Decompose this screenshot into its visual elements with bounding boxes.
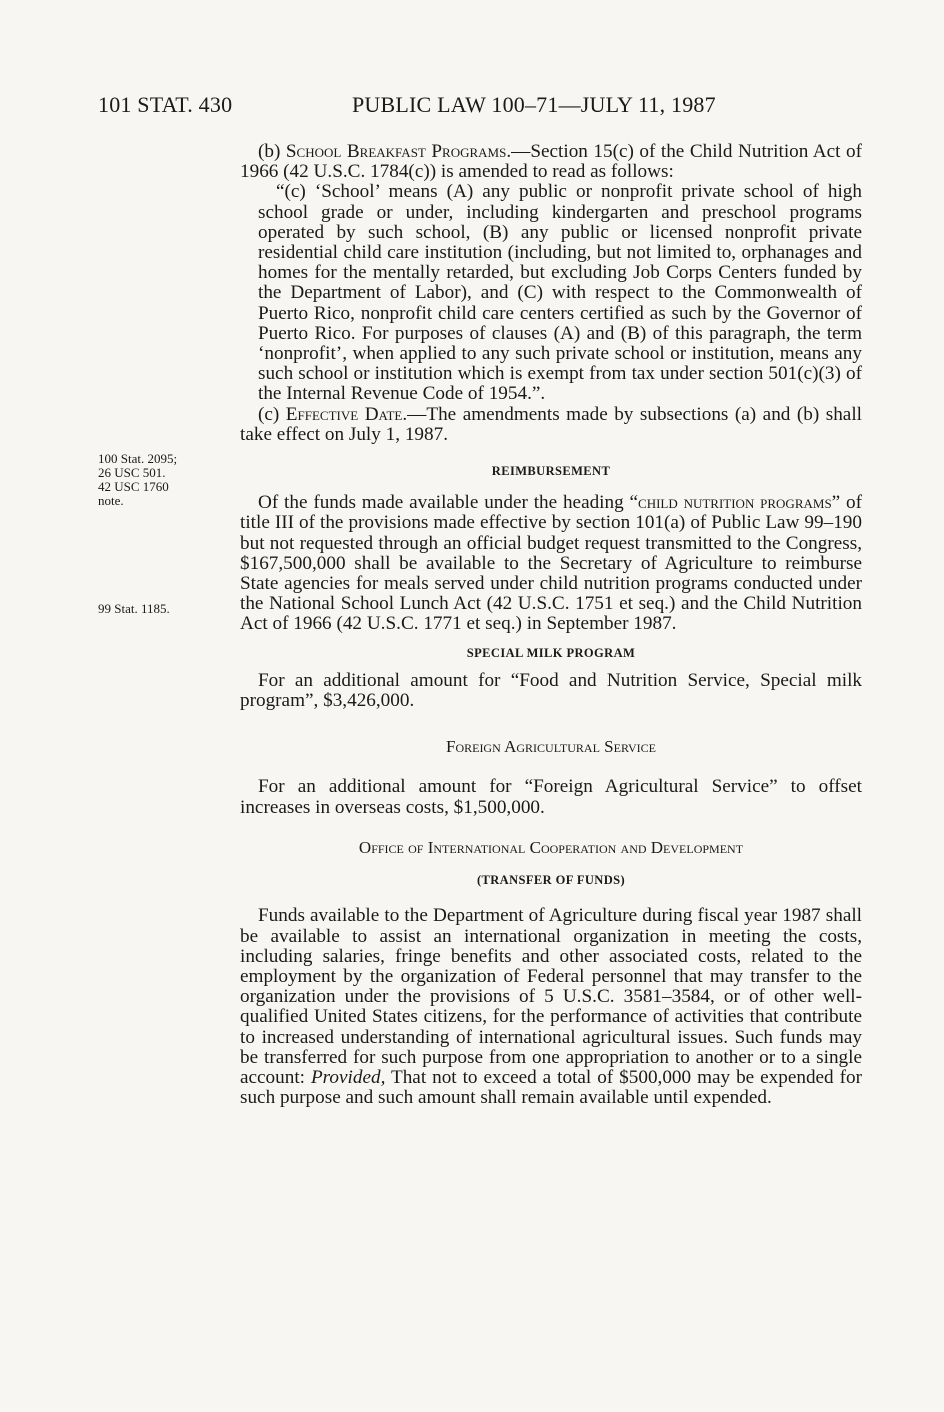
school-breakfast-paragraph bbox=[240, 142, 862, 182]
paragraph-text: ” of title III of the provisions made effective by section 101(a) of Public Law 99–190 but not requested through an official budget request transmitted to the Congress, $167,500,000 shall be available to the Secretary of Agriculture to reimburse State agencies for meals served under child nutrition programs conducted under the National School Lunch Act (42 U.S.C. 1751 et seq.) and the Child Nutrition Act of 1966 (42 U.S.C. 1771 et seq.) in September 1987. bbox=[240, 492, 862, 635]
proviso-text: Provided, bbox=[310, 1066, 386, 1088]
foreign-ag-heading: Foreign Agricultural Service bbox=[445, 737, 656, 757]
document-body bbox=[240, 142, 862, 1108]
margin-note-stat: 99 Stat. 1185. bbox=[98, 601, 170, 616]
stat-reference: 101 STAT. 430 bbox=[98, 92, 233, 117]
intl-coop-heading: Office of International Cooperation and Development bbox=[358, 837, 744, 857]
special-milk-heading: SPECIAL MILK PROGRAM bbox=[466, 645, 636, 660]
subsection-label: (c) bbox=[258, 403, 286, 425]
transfer-of-funds-heading: (TRANSFER OF FUNDS) bbox=[476, 873, 626, 888]
subsection-heading: School Breakfast Programs bbox=[285, 141, 507, 162]
paragraph-text: Funds available to the Department of Agriculture during fiscal year 1987 shall be available to assist an international organization in meeting the costs, including salaries, fringe benefits and other associated costs, related to the employment by the organization of Federal personnel that may transfer to the organization under the provisions of 5 U.S.C. 3581–3584, or of other well-qualified United States citizens, for the performance of activities that contribute to increased understanding of international agricultural issues. Such funds may be transferred for such purpose from one appropriation to another or to a single account: bbox=[240, 905, 862, 1088]
subsection-text: .—Section 15(c) of the Child Nutrition Act of 1966 (42 U.S.C. 1784(c)) is amended to read as follows: bbox=[240, 141, 862, 183]
page-header bbox=[98, 92, 864, 122]
page-title: PUBLIC LAW 100–71—JULY 11, 1987 bbox=[352, 92, 716, 117]
subsection-heading: Effective Date bbox=[285, 403, 403, 425]
subsection-label: (b) bbox=[258, 141, 286, 162]
school-definition-quote: “(c) ‘School’ means (A) any public or nonprofit private school of high school grade or under, including kindergarten and preschool programs operated by such school, (B) any public or licensed nonprofit private residential child care institution (including, but not limited to, orphanages and homes for the mentally retarded, but excluding Job Corps Centers funded by the Department of Labor), and (C) with respect to the Commonwealth of Puerto Rico, nonprofit child care centers certified as such by the Governor of Puerto Rico. For purposes of clauses (A) and (B) of this paragraph, the term ‘nonprofit’, when applied to any such private school or institution, means any such school or institution which is exempt from tax under section 501(c)(3) of the Internal Revenue Code of 1954.”. bbox=[258, 181, 862, 405]
reimbursement-heading: REIMBURSEMENT bbox=[491, 464, 611, 479]
special-milk-paragraph: For an additional amount for “Food and Nutrition Service, Special milk program”, $3,426,000. bbox=[240, 669, 862, 712]
reimbursement-paragraph bbox=[240, 493, 862, 634]
margin-note-citation: 100 Stat. 2095; 26 USC 501. 42 USC 1760 note. bbox=[98, 451, 178, 508]
intl-coop-paragraph bbox=[240, 906, 862, 1108]
paragraph-text: Of the funds made available under the heading “ bbox=[258, 492, 639, 514]
paragraph-text: That not to exceed a total of $500,000 may be expended for such purpose and such amount shall remain available until expended. bbox=[240, 1066, 862, 1109]
effective-date-paragraph bbox=[240, 405, 862, 445]
subsection-text: .—The amendments made by subsections (a) and (b) shall take effect on July 1, 1987. bbox=[240, 403, 862, 445]
foreign-ag-paragraph: For an additional amount for “Foreign Agricultural Service” to offset increases in overseas costs, $1,500,000. bbox=[240, 776, 862, 818]
program-name: child nutrition programs bbox=[638, 492, 832, 514]
